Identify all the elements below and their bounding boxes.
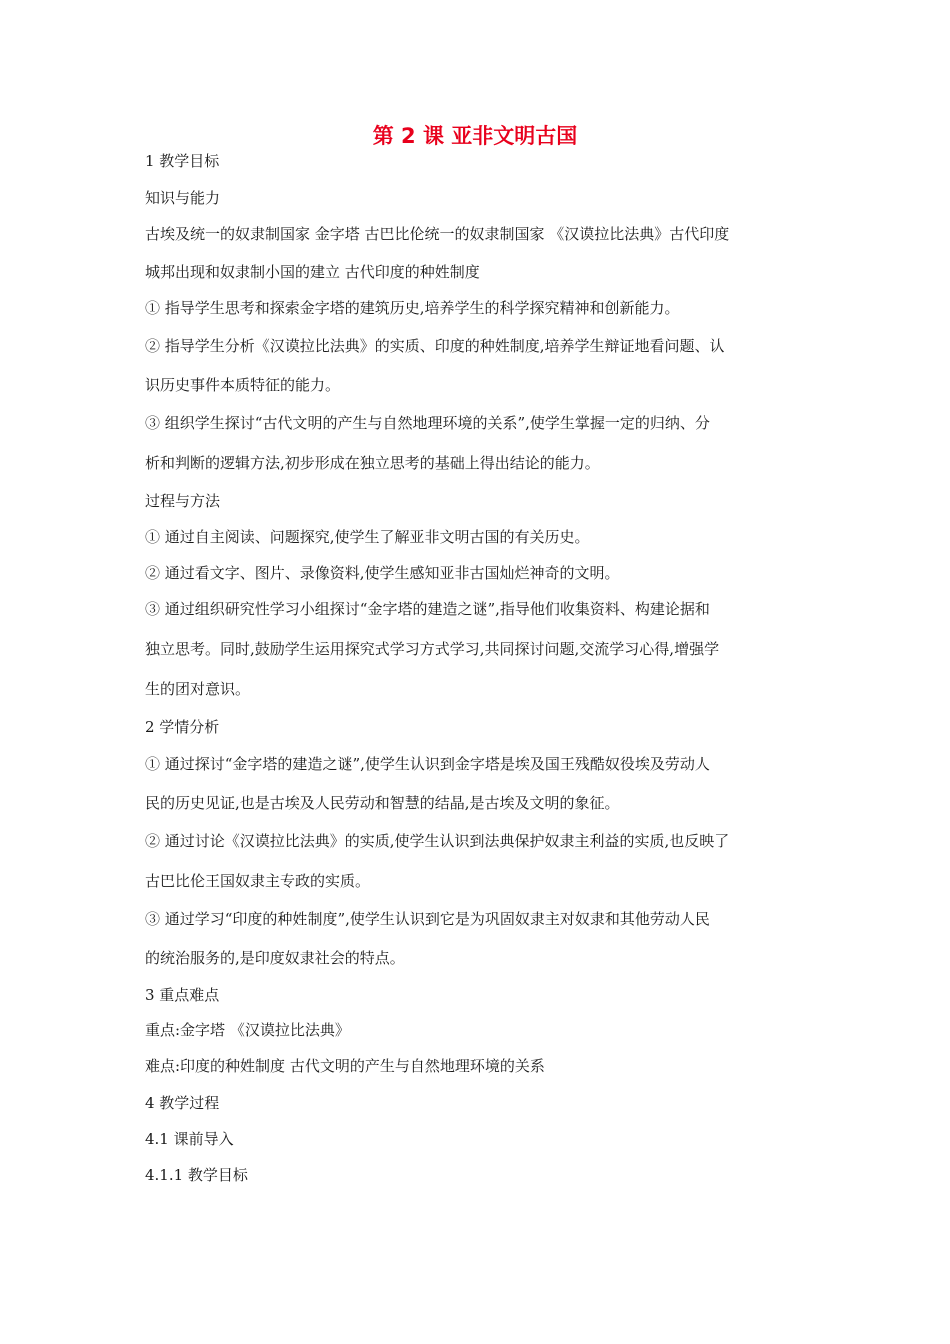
paragraph-line: ③ 通过学习“印度的种姓制度”,使学生认识到它是为巩固奴隶主对奴隶和其他劳动人民 (145, 910, 710, 928)
subsection-heading: 4.1 课前导入 (145, 1130, 234, 1148)
paragraph-line: ① 通过自主阅读、问题探究,使学生了解亚非文明古国的有关历史。 (145, 528, 590, 546)
paragraph-line: ② 指导学生分析《汉谟拉比法典》的实质、印度的种姓制度,培养学生辩证地看问题、认 (145, 337, 725, 355)
paragraph-line: 的统治服务的,是印度奴隶社会的特点。 (145, 949, 405, 967)
paragraph-line: 独立思考。同时,鼓励学生运用探究式学习方式学习,共同探讨问题,交流学习心得,增强学 (145, 640, 720, 658)
section-heading-key-points: 3 重点难点 (145, 986, 220, 1004)
section-heading-teaching-process: 4 教学过程 (145, 1094, 220, 1112)
paragraph-line: ② 通过看文字、图片、录像资料,使学生感知亚非古国灿烂神奇的文明。 (145, 564, 620, 582)
paragraph-line: ① 通过探讨“金字塔的建造之谜”,使学生认识到金字塔是埃及国王残酷奴役埃及劳动人 (145, 755, 710, 773)
paragraph-line: 识历史事件本质特征的能力。 (145, 376, 341, 394)
paragraph-line: ③ 组织学生探讨“古代文明的产生与自然地理环境的关系”,使学生掌握一定的归纳、分 (145, 414, 710, 432)
key-point-line: 重点:金字塔 《汉谟拉比法典》 (145, 1021, 350, 1039)
paragraph-line: 民的历史见证,也是古埃及人民劳动和智慧的结晶,是古埃及文明的象征。 (145, 794, 620, 812)
paragraph-line: ① 指导学生思考和探索金字塔的建筑历史,培养学生的科学探究精神和创新能力。 (145, 299, 680, 317)
subsubsection-heading: 4.1.1 教学目标 (145, 1166, 248, 1184)
lesson-title: 第 2 课 亚非文明古国 (372, 124, 578, 148)
paragraph-line: ② 通过讨论《汉谟拉比法典》的实质,使学生认识到法典保护奴隶主利益的实质,也反映了 (145, 832, 730, 850)
paragraph-line: 城邦出现和奴隶制小国的建立 古代印度的种姓制度 (145, 263, 480, 281)
subheading-process-method: 过程与方法 (145, 492, 221, 510)
section-heading-teaching-goals: 1 教学目标 (145, 152, 220, 170)
subheading-knowledge-ability: 知识与能力 (145, 189, 221, 207)
paragraph-line: 析和判断的逻辑方法,初步形成在独立思考的基础上得出结论的能力。 (145, 454, 600, 472)
paragraph-line: ③ 通过组织研究性学习小组探讨“金字塔的建造之谜”,指导他们收集资料、构建论据和 (145, 600, 710, 618)
difficult-point-line: 难点:印度的种姓制度 古代文明的产生与自然地理环境的关系 (145, 1057, 545, 1075)
paragraph-line: 生的团对意识。 (145, 680, 251, 698)
section-heading-learner-analysis: 2 学情分析 (145, 718, 220, 736)
paragraph-line: 古巴比伦王国奴隶主专政的实质。 (145, 872, 371, 890)
paragraph-line: 古埃及统一的奴隶制国家 金字塔 古巴比伦统一的奴隶制国家 《汉谟拉比法典》古代印度 (145, 225, 730, 243)
